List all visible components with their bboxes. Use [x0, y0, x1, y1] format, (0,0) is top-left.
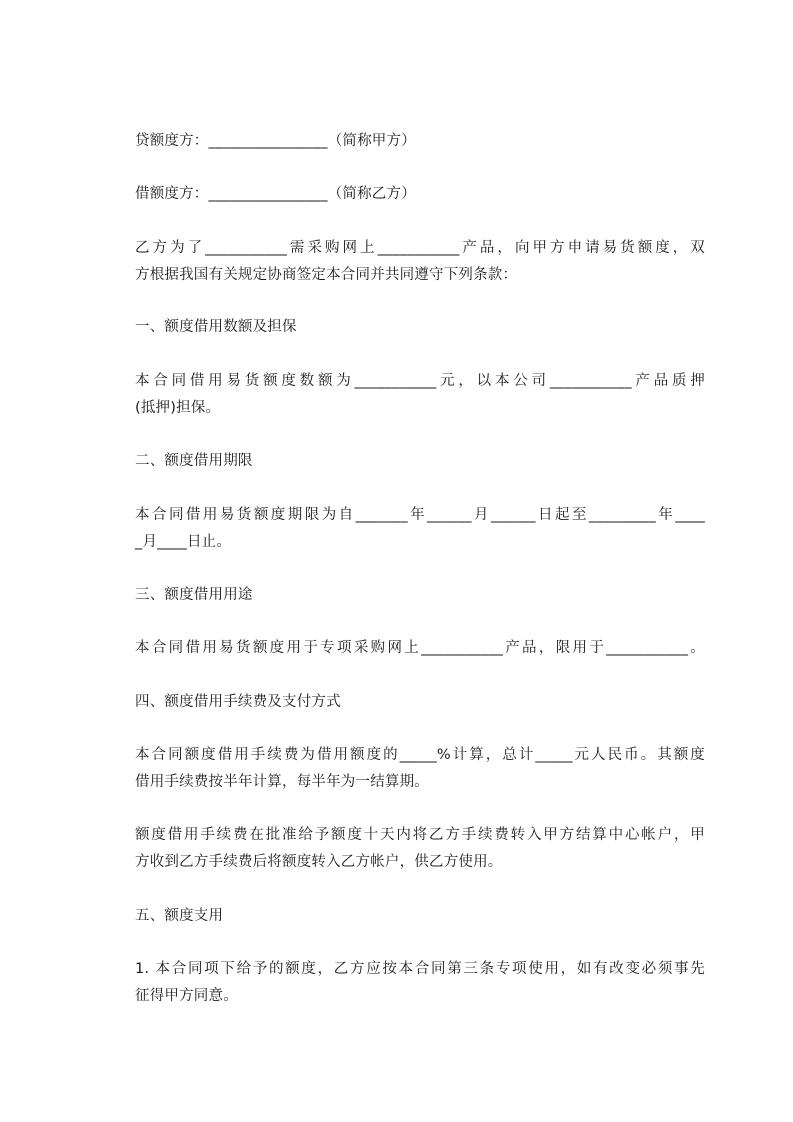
section-3-para-line-1: 本合同借用易货额度用于专项采购网上___________产品，限用于___________。 — [135, 640, 705, 656]
section-5-para-line-1: 1. 本合同项下给予的额度，乙方应按本合同第三条专项使用，如有改变必须事先 — [135, 961, 705, 977]
intro-line-1: 乙方为了___________需采购网上___________产品，向甲方申请易货额度，双 — [135, 240, 705, 256]
lender-party-line: 贷额度方：________________（简称甲方） — [135, 133, 416, 149]
section-2-para-line-1: 本合同借用易货额度期限为自_______年______月______日起至_________年____ — [135, 507, 705, 523]
section-4-para-2-line-2: 方收到乙方手续费后将额度转入乙方帐户，供乙方使用。 — [135, 854, 503, 870]
section-4-para-1-line-1: 本合同额度借用手续费为借用额度的_____%计算，总计_____元人民币。其额度 — [135, 747, 705, 763]
section-1-para-line-1: 本合同借用易货额度数额为___________元，以本公司___________产品质押 — [135, 373, 705, 389]
section-4-title: 四、额度借用手续费及支付方式 — [135, 694, 341, 710]
borrower-party-line: 借额度方：________________（简称乙方） — [135, 186, 416, 202]
section-1-para-line-2: (抵押)担保。 — [135, 400, 221, 416]
section-1-title: 一、额度借用数额及担保 — [135, 319, 297, 335]
section-2-para-line-2: _月____日止。 — [135, 534, 232, 550]
section-5-para-line-2: 征得甲方同意。 — [135, 988, 238, 1004]
intro-line-2: 方根据我国有关规定协商签定本合同并共同遵守下列条款： — [135, 267, 518, 283]
section-3-title: 三、额度借用用途 — [135, 587, 253, 603]
section-5-title: 五、额度支用 — [135, 908, 224, 924]
section-4-para-2-line-1: 额度借用手续费在批准给予额度十天内将乙方手续费转入甲方结算中心帐户，甲 — [135, 827, 705, 843]
section-4-para-1-line-2: 借用手续费按半年计算，每半年为一结算期。 — [135, 774, 429, 790]
section-2-title: 二、额度借用期限 — [135, 453, 253, 469]
